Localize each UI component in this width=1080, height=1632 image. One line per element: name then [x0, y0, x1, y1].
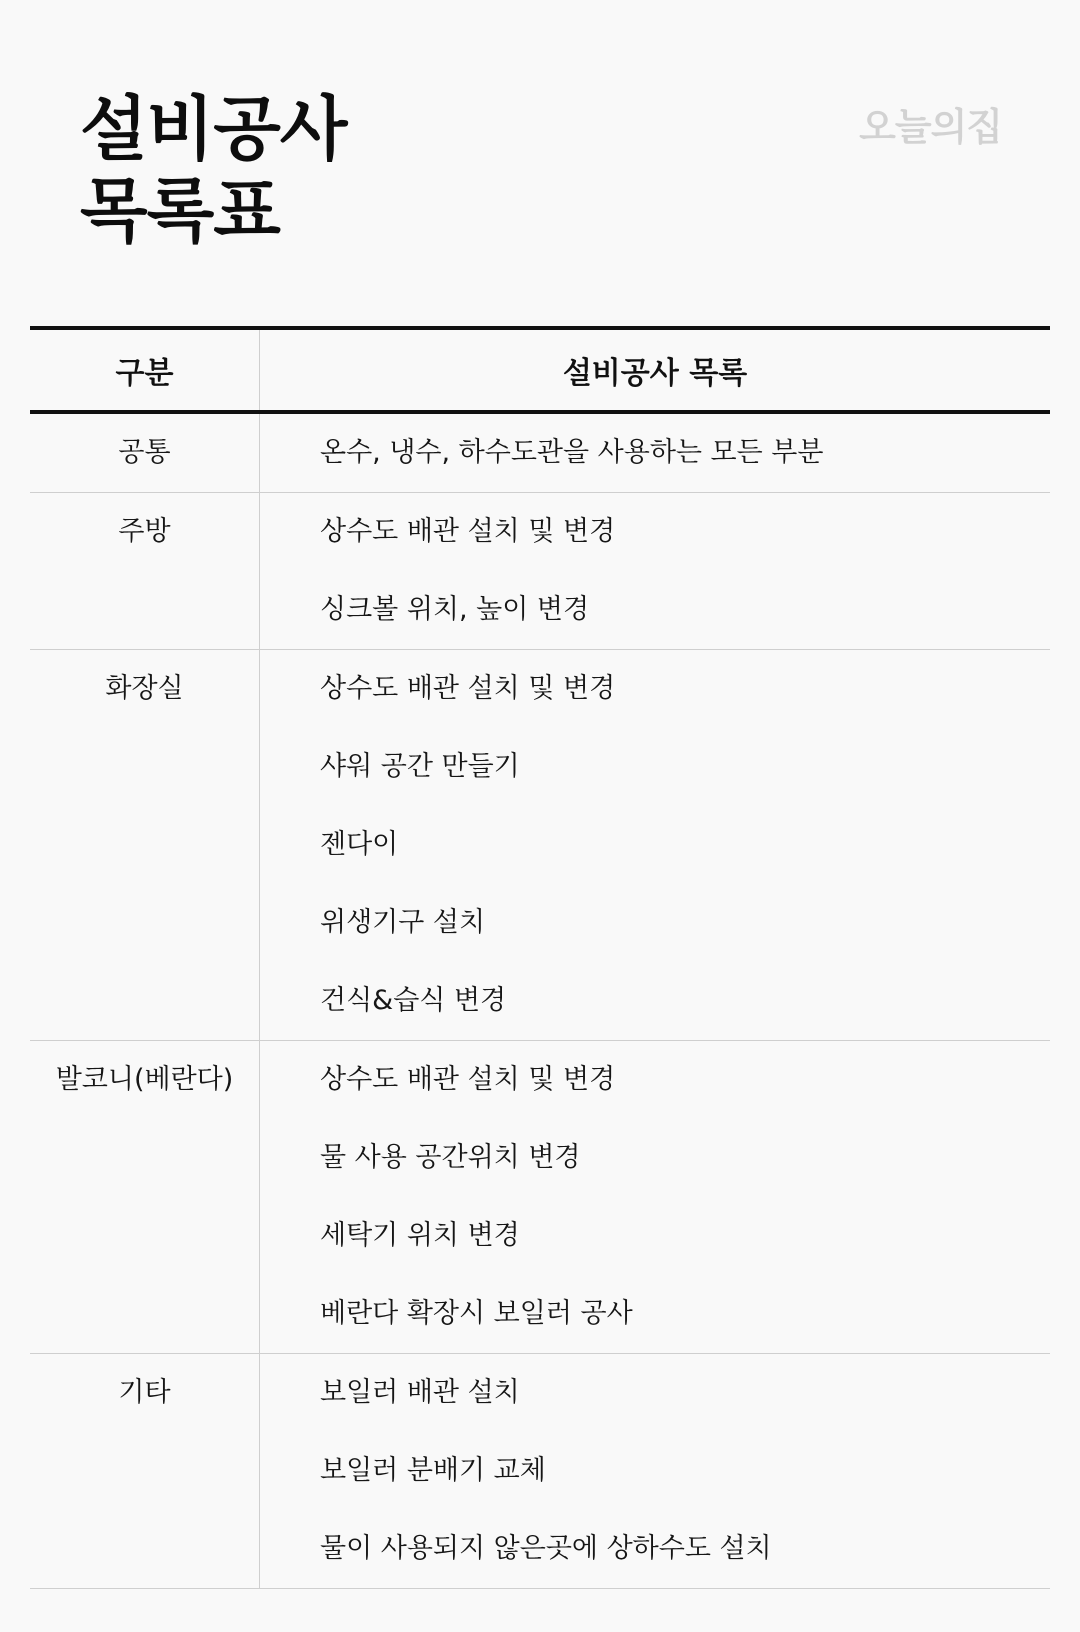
table-row: [30, 414, 1050, 493]
page-title: [80, 88, 346, 252]
table-row: [30, 650, 1050, 1041]
table-row: [30, 1354, 1050, 1589]
row-items: [260, 1354, 1050, 1588]
title-line-2: 목록표: [80, 170, 280, 252]
header-category: 구분: [30, 330, 260, 410]
list-item: 상수도 배관 설치 및 변경: [320, 516, 616, 547]
row-items: [260, 1041, 1050, 1353]
row-category: 주방: [30, 493, 260, 649]
row-category: 화장실: [30, 650, 260, 1040]
title-line-1: 설비공사: [80, 88, 347, 170]
brand-logo: 오늘의집: [859, 105, 1002, 149]
plumbing-work-table: [30, 326, 1050, 1589]
list-item: 싱크볼 위치, 높이 변경: [320, 594, 590, 625]
list-item: 상수도 배관 설치 및 변경: [320, 1064, 616, 1095]
table-row: [30, 493, 1050, 650]
list-item: 젠다이: [320, 829, 399, 860]
list-item: 보일러 배관 설치: [320, 1377, 520, 1408]
list-item: 세탁기 위치 변경: [320, 1220, 520, 1251]
list-item: 보일러 분배기 교체: [320, 1455, 546, 1486]
table-body: [30, 414, 1050, 1589]
table-header: [30, 330, 1050, 414]
row-category: 기타: [30, 1354, 260, 1588]
list-item: 상수도 배관 설치 및 변경: [320, 673, 616, 704]
list-item: 온수, 냉수, 하수도관을 사용하는 모든 부분: [320, 437, 824, 468]
row-category: 공통: [30, 414, 260, 492]
header-items: 설비공사 목록: [562, 356, 748, 391]
list-item: 물 사용 공간위치 변경: [320, 1142, 581, 1173]
row-items: [260, 493, 1050, 649]
list-item: 건식&습식 변경: [320, 985, 507, 1016]
row-items: [260, 414, 1050, 492]
table-row: [30, 1041, 1050, 1354]
list-item: 위생기구 설치: [320, 907, 486, 938]
row-category: 발코니(베란다): [30, 1041, 260, 1353]
list-item: 베란다 확장시 보일러 공사: [320, 1298, 633, 1329]
row-items: [260, 650, 1050, 1040]
list-item: 물이 사용되지 않은곳에 상하수도 설치: [320, 1533, 772, 1564]
list-item: 샤워 공간 만들기: [320, 751, 520, 782]
